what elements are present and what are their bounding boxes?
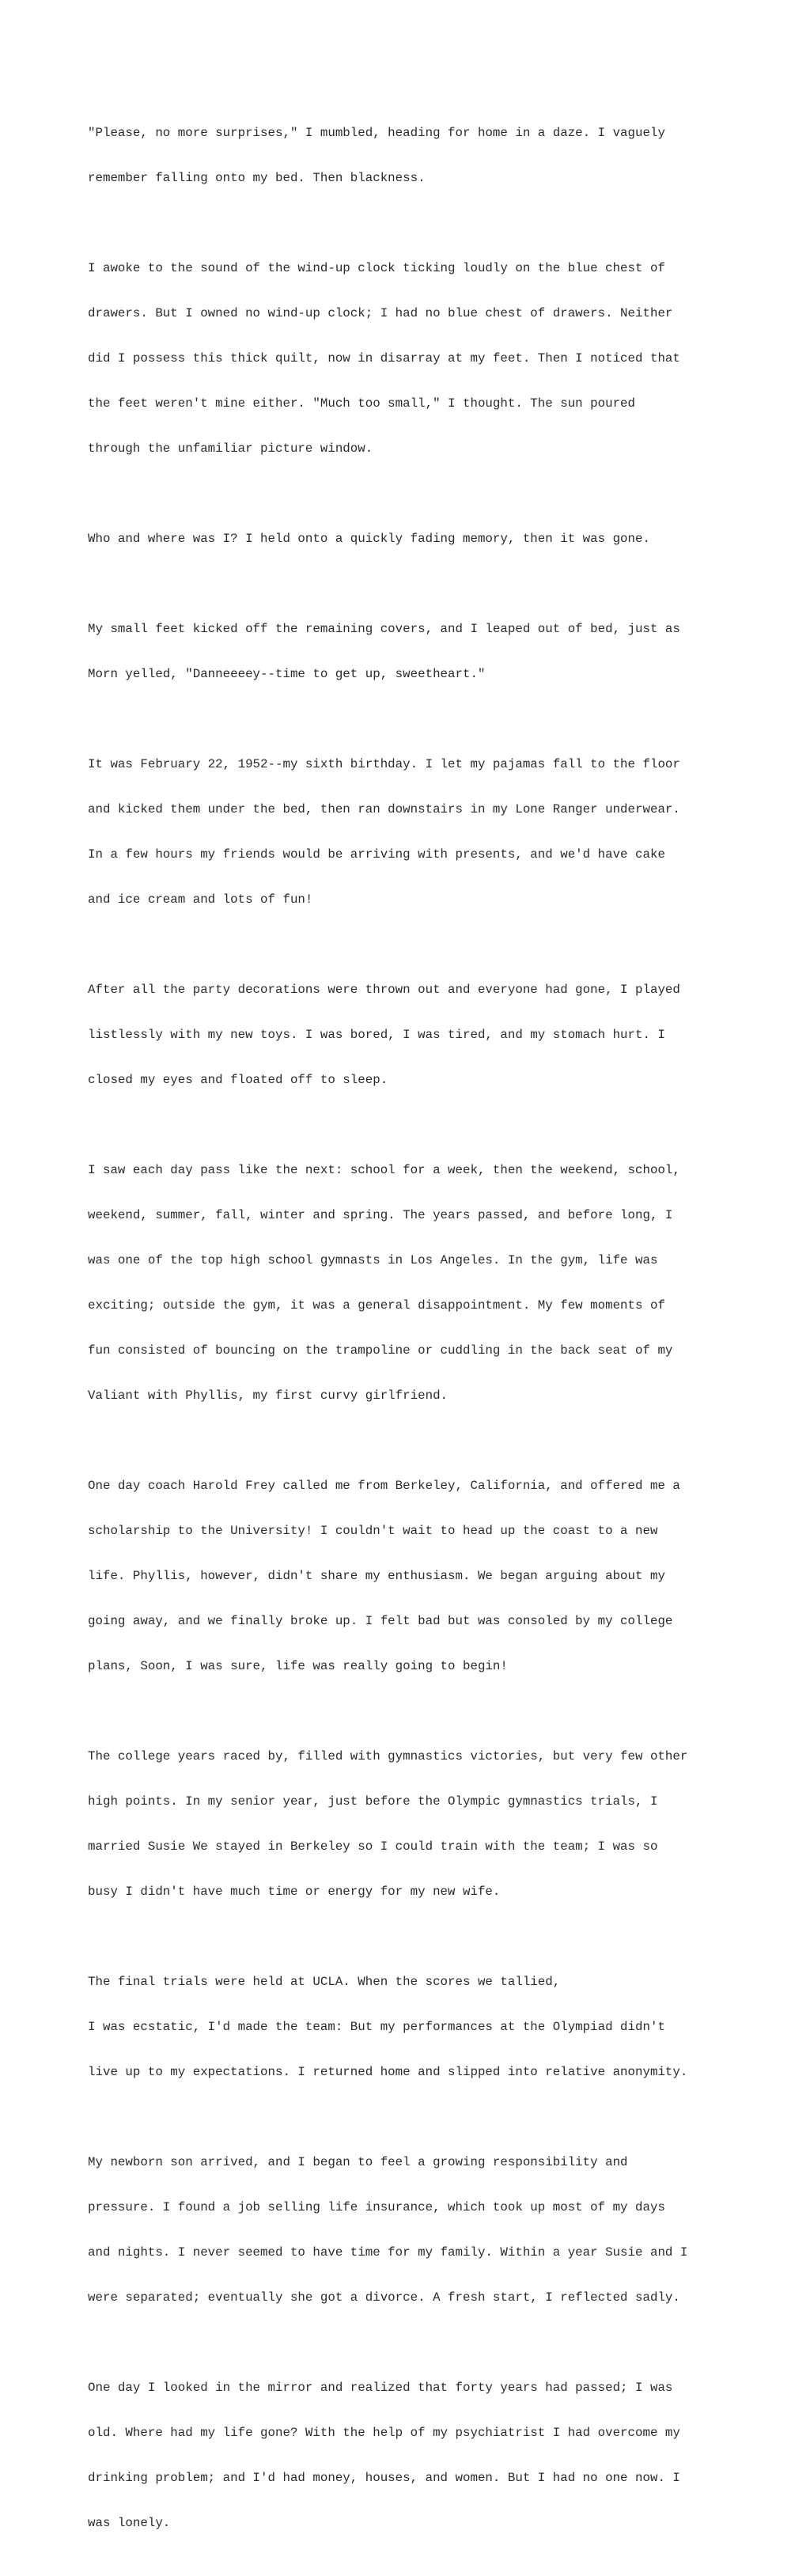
text-line: did I possess this thick quilt, now in disarray at my feet. Then I noticed that <box>88 351 680 366</box>
text-line: Morn yelled, "Danneeeey--time to get up, sweetheart." <box>88 667 486 681</box>
text-line: remember falling onto my bed. Then blackness. <box>88 171 426 185</box>
text-line: weekend, summer, fall, winter and spring. The years passed, and before long, I <box>88 1208 673 1222</box>
text-line: and nights. I never seemed to have time for my family. Within a year Susie and I <box>88 2245 688 2260</box>
text-line: After all the party decorations were thrown out and everyone had gone, I played <box>88 983 680 997</box>
text-line: listlessly with my new toys. I was bored, I was tired, and my stomach hurt. I <box>88 1028 665 1042</box>
paragraph-7 <box>88 1133 736 1434</box>
text-line: One day I looked in the mirror and realized that forty years had passed; I was <box>88 2381 673 2395</box>
text-line: was one of the top high school gymnasts in Los Angeles. In the gym, life was <box>88 1253 658 1267</box>
text-line: exciting; outside the gym, it was a general disappointment. My few moments of <box>88 1298 665 1313</box>
paragraph-2 <box>88 231 736 487</box>
text-line: It was February 22, 1952--my sixth birthday. I let my pajamas fall to the floor <box>88 757 680 771</box>
text-line: scholarship to the University! I couldn't wait to head up the coast to a new <box>88 1524 658 1538</box>
paragraph-9 <box>88 1719 736 1930</box>
text-line: and ice cream and lots of fun! <box>88 892 313 907</box>
paragraph-12 <box>88 2351 736 2561</box>
text-line: live up to my expectations. I returned home and slipped into relative anonymity. <box>88 2065 688 2079</box>
text-line: going away, and we finally broke up. I felt bad but was consoled by my college <box>88 1614 673 1628</box>
text-line: I awoke to the sound of the wind-up clock ticking loudly on the blue chest of <box>88 261 665 275</box>
text-line: married Susie We stayed in Berkeley so I could train with the team; I was so <box>88 1839 658 1854</box>
text-line: The final trials were held at UCLA. When the scores we tallied, <box>88 1975 561 1989</box>
text-line: was lonely. <box>88 2516 171 2530</box>
text-line: My small feet kicked off the remaining covers, and I leaped out of bed, just as <box>88 622 680 636</box>
text-line: plans, Soon, I was sure, life was really going to begin! <box>88 1659 508 1673</box>
text-line: were separated; eventually she got a divorce. A fresh start, I reflected sadly. <box>88 2290 680 2305</box>
text-line: "Please, no more surprises," I mumbled, heading for home in a daze. I vaguely <box>88 126 665 140</box>
paragraph-3 <box>88 502 736 577</box>
text-line: through the unfamiliar picture window. <box>88 441 373 456</box>
text-line: fun consisted of bouncing on the trampoline or cuddling in the back seat of my <box>88 1343 673 1358</box>
paragraph-1 <box>88 96 736 216</box>
paragraph-6 <box>88 953 736 1118</box>
paragraph-11 <box>88 2125 736 2335</box>
text-line: I saw each day pass like the next: school for a week, then the weekend, school, <box>88 1163 680 1177</box>
paragraph-10 <box>88 1945 736 2110</box>
text-line: One day coach Harold Frey called me from Berkeley, California, and offered me a <box>88 1479 680 1493</box>
text-line: drinking problem; and I'd had money, houses, and women. But I had no one now. I <box>88 2471 680 2485</box>
text-line: the feet weren't mine either. "Much too small," I thought. The sun poured <box>88 396 636 411</box>
text-line: pressure. I found a job selling life insurance, which took up most of my days <box>88 2200 665 2214</box>
paragraph-5 <box>88 727 736 938</box>
text-line: In a few hours my friends would be arriving with presents, and we'd have cake <box>88 847 665 862</box>
text-line: Who and where was I? I held onto a quickly fading memory, then it was gone. <box>88 532 650 546</box>
text-line: drawers. But I owned no wind-up clock; I had no blue chest of drawers. Neither <box>88 306 673 320</box>
text-line: I was ecstatic, I'd made the team: But my performances at the Olympiad didn't <box>88 2020 665 2034</box>
text-line: busy I didn't have much time or energy for my new wife. <box>88 1885 501 1899</box>
text-line: The college years raced by, filled with gymnastics victories, but very few other <box>88 1749 688 1763</box>
text-line: closed my eyes and floated off to sleep. <box>88 1073 388 1087</box>
document-page <box>88 96 736 2576</box>
paragraph-4 <box>88 592 736 712</box>
text-line: and kicked them under the bed, then ran downstairs in my Lone Ranger underwear. <box>88 802 680 816</box>
text-line: high points. In my senior year, just before the Olympic gymnastics trials, I <box>88 1794 658 1809</box>
text-line: My newborn son arrived, and I began to feel a growing responsibility and <box>88 2155 628 2169</box>
paragraph-8 <box>88 1449 736 1704</box>
text-line: life. Phyllis, however, didn't share my enthusiasm. We began arguing about my <box>88 1569 665 1583</box>
text-line: Valiant with Phyllis, my first curvy girlfriend. <box>88 1388 449 1403</box>
text-line: old. Where had my life gone? With the help of my psychiatrist I had overcome my <box>88 2426 680 2440</box>
